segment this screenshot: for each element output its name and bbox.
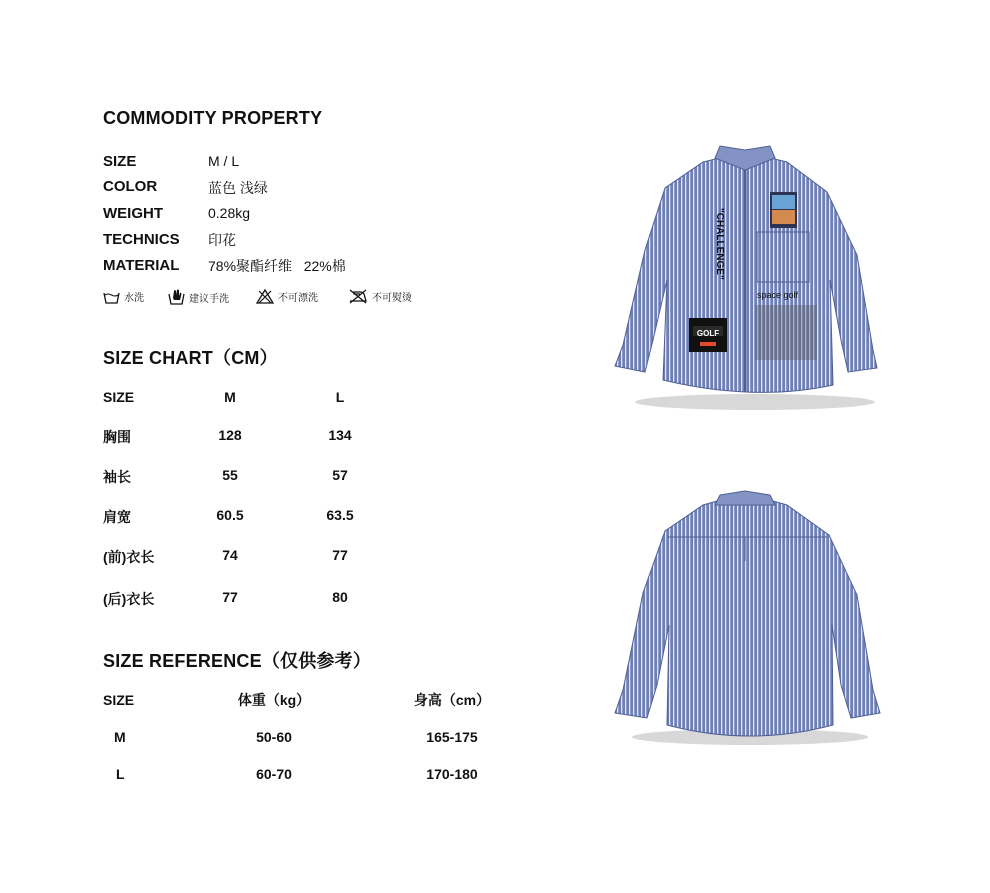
size-chart-row-label: (后)衣长: [103, 591, 155, 607]
care-label-wash: 水洗: [124, 293, 144, 304]
size-chart-title: SIZE CHART（CM）: [103, 348, 278, 368]
property-value-weight: 0.28kg: [208, 205, 251, 221]
care-item-wash: [103, 289, 144, 304]
space-golf-text: space golf: [757, 290, 799, 300]
care-label-no-iron: 不可熨烫: [372, 293, 412, 304]
property-value-material: 78%聚酯纤维 22%棉: [208, 258, 346, 274]
size-chart-cell-l: 63.5: [326, 507, 354, 523]
size-chart-cell-m: 77: [222, 589, 238, 605]
care-label-hand-wash: 建议手洗: [189, 293, 229, 305]
property-value-size: M / L: [208, 153, 240, 169]
property-label-material: MATERIAL: [103, 257, 180, 274]
size-chart-header-l: L: [335, 389, 345, 405]
property-label-weight: WEIGHT: [103, 205, 163, 222]
no-iron-icon: [348, 289, 368, 304]
size-chart-header-m: M: [224, 389, 236, 405]
size-chart-cell-l: 57: [332, 467, 348, 483]
size-chart-cell-l: 134: [328, 427, 352, 443]
size-reference-row-height: 170-180: [426, 766, 478, 782]
care-item-no-iron: [348, 289, 412, 304]
care-label-no-bleach: 不可漂洗: [278, 293, 318, 304]
property-label-technics: TECHNICS: [103, 231, 180, 248]
property-value-technics: 印花: [208, 232, 236, 248]
property-label-color: COLOR: [103, 178, 158, 195]
challenge-print-text: "CHALLENGE": [714, 208, 725, 280]
size-chart-header-size: SIZE: [103, 389, 135, 405]
size-chart-row-label: (前)衣长: [103, 549, 155, 565]
size-reference-row-size: L: [116, 766, 125, 782]
care-item-hand-wash: [168, 289, 229, 305]
property-label-size: SIZE: [103, 153, 137, 170]
size-reference-header-height: 身高（cm）: [413, 692, 491, 708]
shirt-back-image: [605, 485, 890, 755]
size-chart-row-label: 胸围: [103, 429, 131, 445]
size-chart-cell-m: 60.5: [216, 507, 244, 523]
size-reference-row-size: M: [114, 729, 126, 745]
care-item-no-bleach: [256, 289, 318, 304]
size-reference-row-height: 165-175: [426, 729, 478, 745]
golf-patch-text: GOLF: [696, 329, 720, 338]
size-reference-header-weight: 体重（kg）: [237, 692, 311, 708]
commodity-property-title: COMMODITY PROPERTY: [103, 108, 323, 128]
hand-wash-icon: [168, 289, 185, 305]
property-value-color: 蓝色 浅绿: [208, 180, 268, 196]
size-reference-row-weight: 50-60: [256, 729, 292, 745]
shirt-front-image: [605, 140, 890, 420]
no-bleach-icon: [256, 289, 274, 304]
size-chart-row-label: 肩宽: [103, 509, 131, 525]
size-reference-row-weight: 60-70: [256, 766, 292, 782]
size-chart-row-label: 袖长: [103, 469, 131, 485]
size-chart-cell-m: 55: [222, 467, 238, 483]
size-reference-title: SIZE REFERENCE（仅供参考）: [103, 651, 372, 671]
size-chart-cell-l: 77: [332, 547, 348, 563]
size-chart-cell-m: 128: [218, 427, 242, 443]
size-chart-cell-m: 74: [222, 547, 238, 563]
size-chart-cell-l: 80: [332, 589, 348, 605]
wash-tub-icon: [103, 290, 120, 304]
size-reference-header-size: SIZE: [103, 692, 135, 708]
